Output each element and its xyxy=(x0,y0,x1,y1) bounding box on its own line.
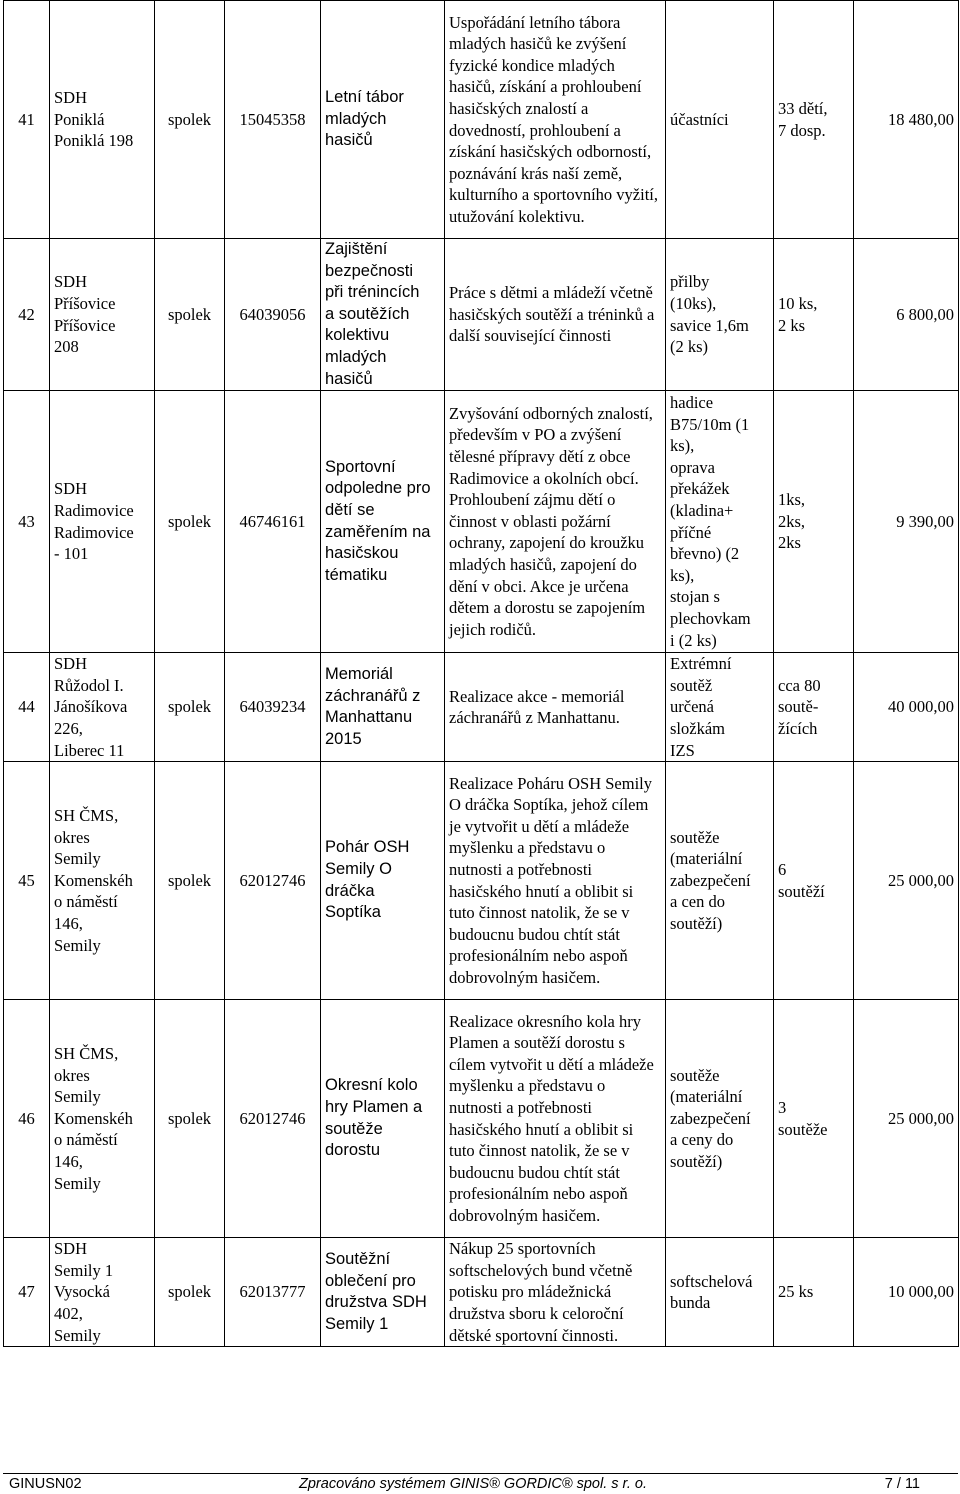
ico-cell: 64039234 xyxy=(225,653,321,762)
grants-table xyxy=(3,0,959,1347)
row-number: 47 xyxy=(4,1238,50,1347)
purpose-cell: Okresní kolo hry Plamen a soutěže dorostu xyxy=(321,1000,445,1238)
description-cell: Práce s dětmi a mládeží včetně hasičských soutěží a tréninků a další související činnosti xyxy=(445,239,666,391)
quantity-cell: 3 soutěže xyxy=(774,1000,854,1238)
usage-cell: soutěže (materiální zabezpečení a ceny do soutěží) xyxy=(666,1000,774,1238)
description-cell: Realizace okresního kola hry Plamen a soutěží dorostu s cílem vytvořit u dětí a mládeže myšlenku a představu o nutnosti a potřebnosti hasičského hnutí a oblibit si tuto činnost natolik, že se v budoucnu budou chtít stát profesionálním nebo aspoň dobrovolným hasičem. xyxy=(445,1000,666,1238)
amount-cell: 10 000,00 xyxy=(854,1238,959,1347)
grants-table-body xyxy=(4,1,959,1347)
amount-cell: 9 390,00 xyxy=(854,391,959,653)
usage-cell: Extrémní soutěž určená složkám IZS xyxy=(666,653,774,762)
description-cell: Nákup 25 sportovních softschelových bund včetně potisku pro mládežnická družstva sboru k celoroční dětské sportovní činnosti. xyxy=(445,1238,666,1347)
description-cell: Zvyšování odborných znalostí, především v PO a zvýšení tělesné přípravy dětí z obce Radimovice a okolních obcí. Prohloubení zájmu dětí o činnost v oblasti požární ochrany, zapojení do kroužku mladých hasičů, zapojení do dění v obci. Akce je určena dětem a dorostu se zapojením jejich rodičů. xyxy=(445,391,666,653)
ico-cell: 62012746 xyxy=(225,1000,321,1238)
legal-form-cell: spolek xyxy=(155,391,225,653)
quantity-cell: 1ks, 2ks, 2ks xyxy=(774,391,854,653)
purpose-cell: Letní tábor mladých hasičů xyxy=(321,1,445,239)
usage-cell: soutěže (materiální zabezpečení a cen do soutěží) xyxy=(666,762,774,1000)
legal-form-cell: spolek xyxy=(155,1,225,239)
footer-code: GINUSN02 xyxy=(9,1476,82,1492)
purpose-cell: Soutěžní oblečení pro družstva SDH Semily 1 xyxy=(321,1238,445,1347)
table-row xyxy=(4,239,959,391)
row-number: 45 xyxy=(4,762,50,1000)
row-number: 46 xyxy=(4,1000,50,1238)
purpose-cell: Zajištění bezpečnosti při trénincích a soutěžích kolektivu mladých hasičů xyxy=(321,239,445,391)
row-number: 43 xyxy=(4,391,50,653)
legal-form-cell: spolek xyxy=(155,239,225,391)
row-number: 42 xyxy=(4,239,50,391)
quantity-cell: 25 ks xyxy=(774,1238,854,1347)
ico-cell: 62013777 xyxy=(225,1238,321,1347)
applicant-cell: SDH Příšovice Příšovice 208 xyxy=(50,239,155,391)
ico-cell: 15045358 xyxy=(225,1,321,239)
usage-cell: hadice B75/10m (1 ks), oprava překážek (kladina+ příčné břevno) (2 ks), stojan s plechovkam i (2 ks) xyxy=(666,391,774,653)
table-row xyxy=(4,1238,959,1347)
footer-page-number: 7 / 11 xyxy=(884,1476,920,1492)
usage-cell: přilby (10ks), savice 1,6m (2 ks) xyxy=(666,239,774,391)
purpose-cell: Memoriál záchranářů z Manhattanu 2015 xyxy=(321,653,445,762)
ico-cell: 64039056 xyxy=(225,239,321,391)
amount-cell: 25 000,00 xyxy=(854,762,959,1000)
description-cell: Uspořádání letního tábora mladých hasičů ke zvýšení fyzické kondice mladých hasičů, získání a prohloubení hasičských znalostí a dovedností, prohloubení a získání hasičských odborností, poznávání krás naší země, kulturního a sportovního vyžití, utužování kolektivu. xyxy=(445,1,666,239)
applicant-cell: SH ČMS, okres Semily Komenskéh o náměstí 146, Semily xyxy=(50,762,155,1000)
legal-form-cell: spolek xyxy=(155,1238,225,1347)
amount-cell: 18 480,00 xyxy=(854,1,959,239)
row-number: 44 xyxy=(4,653,50,762)
row-number: 41 xyxy=(4,1,50,239)
page-footer xyxy=(3,1473,958,1492)
legal-form-cell: spolek xyxy=(155,653,225,762)
table-row xyxy=(4,391,959,653)
description-cell: Realizace Poháru OSH Semily O dráčka Soptíka, jehož cílem je vytvořit u dětí a mládeže myšlenku a představu o nutnosti a potřebnosti hasičského hnutí a oblibit si tuto činnost natolik, že se v budoucnu budou chtít stát profesionálním nebo aspoň dobrovolným hasičem. xyxy=(445,762,666,1000)
applicant-cell: SH ČMS, okres Semily Komenskéh o náměstí 146, Semily xyxy=(50,1000,155,1238)
ico-cell: 46746161 xyxy=(225,391,321,653)
table-row xyxy=(4,1000,959,1238)
purpose-cell: Pohár OSH Semily O dráčka Soptíka xyxy=(321,762,445,1000)
description-cell: Realizace akce - memoriál záchranářů z Manhattanu. xyxy=(445,653,666,762)
legal-form-cell: spolek xyxy=(155,762,225,1000)
usage-cell: účastníci xyxy=(666,1,774,239)
quantity-cell: cca 80 soutě- žících xyxy=(774,653,854,762)
amount-cell: 40 000,00 xyxy=(854,653,959,762)
applicant-cell: SDH Semily 1 Vysocká 402, Semily xyxy=(50,1238,155,1347)
legal-form-cell: spolek xyxy=(155,1000,225,1238)
ico-cell: 62012746 xyxy=(225,762,321,1000)
applicant-cell: SDH Poniklá Poniklá 198 xyxy=(50,1,155,239)
applicant-cell: SDH Růžodol I. Jánošíkova 226, Liberec 11 xyxy=(50,653,155,762)
purpose-cell: Sportovní odpoledne pro dětí se zaměřením na hasičskou tématiku xyxy=(321,391,445,653)
amount-cell: 25 000,00 xyxy=(854,1000,959,1238)
usage-cell: softschelová bunda xyxy=(666,1238,774,1347)
table-row xyxy=(4,762,959,1000)
table-row xyxy=(4,653,959,762)
footer-processed-by: Zpracováno systémem GINIS® GORDIC® spol. s r. o. xyxy=(299,1476,647,1492)
applicant-cell: SDH Radimovice Radimovice - 101 xyxy=(50,391,155,653)
amount-cell: 6 800,00 xyxy=(854,239,959,391)
table-row xyxy=(4,1,959,239)
quantity-cell: 6 soutěží xyxy=(774,762,854,1000)
quantity-cell: 33 dětí, 7 dosp. xyxy=(774,1,854,239)
quantity-cell: 10 ks, 2 ks xyxy=(774,239,854,391)
